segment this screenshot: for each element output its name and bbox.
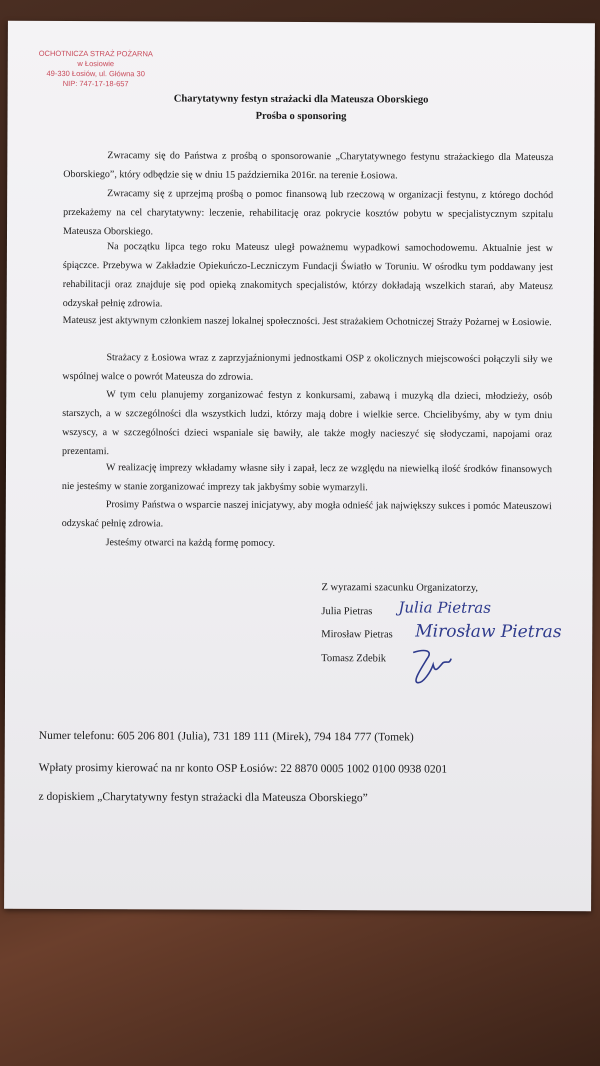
signer-name: Julia Pietras	[321, 606, 373, 618]
handwritten-signature: Julia Pietras	[398, 598, 492, 617]
paragraph: Na początku lipca tego roku Mateusz uległ poważnemu wypadkowi samochodowemu. Aktualnie jest w śpiączce. Przebywa w Zakładzie Opiekuńczo-Leczniczym Fundacji Światło w Toruniu. W ośrodku tym poddawany jest rehabilitacji oraz znajduje się pod opieką znakomitych specjalistów, którzy dokładają wszelkich starań, aby Mateusz odzyskał pełnię zdrowia.	[62, 241, 553, 310]
stamp-line: OCHOTNICZA STRAŻ POŻARNA	[38, 48, 153, 59]
paragraph: Jesteśmy otwarci na każdą formę pomocy.	[105, 537, 275, 549]
signer-name: Tomasz Zdebik	[321, 653, 387, 665]
paragraph: Strażacy z Łosiowa wraz z zaprzyjaźnionymi jednostkami OSP z okolicznych miejscowości połączyli siły we wspólnej walce o powrót Mateusza do zdrowia.	[62, 352, 553, 383]
signer-name: Mirosław Pietras	[321, 629, 393, 641]
closing-line: Z wyrazami szacunku Organizatorzy,	[321, 582, 479, 594]
letter-page	[4, 21, 595, 912]
document-subtitle: Prośba o sponsoring	[255, 110, 347, 123]
document-title: Charytatywny festyn strażacki dla Mateusza Oborskiego	[173, 93, 429, 106]
account-line: Wpłaty prosimy kierować na nr konto OSP Łosiów: 22 8870 0005 1002 0100 0938 0201	[38, 761, 448, 776]
transfer-note-line: z dopiskiem „Charytatywny festyn strażacki dla Mateusza Oborskiego”	[38, 790, 368, 805]
stamp-line: 49-330 Łosiów, ul. Główna 30	[46, 68, 145, 79]
organization-stamp	[36, 49, 156, 90]
stamp-line: w Łosiowie	[77, 59, 115, 69]
stamp-line: NIP: 747-17-18-657	[62, 78, 129, 89]
handwritten-signature: Mirosław Pietras	[415, 621, 562, 643]
paragraph: Zwracamy się z uprzejmą prośbą o pomoc finansową lub rzeczową w organizacji festynu, z którego dochód przekażemy na cel charytatywny: leczenie, rehabilitację oraz pokrycie kosztów pobytu w specjalistycznym szpitalu Mateusza Oborskiego.	[62, 188, 554, 238]
paragraph: Mateusz jest aktywnym członkiem naszej lokalnej społeczności. Jest strażakiem Ochotniczej Straży Pożarnej w Łosiowie.	[62, 314, 552, 329]
paragraph: Prosimy Państwa o wsparcie naszej inicjatywy, aby mogła odnieść jak największy sukces i pomóc Mateuszowi odzyskać pełnię zdrowia.	[61, 499, 552, 530]
paragraph: Zwracamy się do Państwa z prośbą o sponsorowanie „Charytatywnego festynu strażackiego dla Mateusza Oborskiego”, który odbędzie się w dniu 15 października 2016r. na terenie Łosiowa.	[63, 150, 554, 182]
signature-scribble-icon	[403, 644, 455, 688]
paragraph: W tym celu planujemy zorganizować festyn z konkursami, zabawą i muzyką dla dzieci, młodzieży, osób starszych, a w szczególności dla wszystkich ludzi, którzy mają dobre i wielkie serce. Chcielibyśmy, aby w tym dniu wszyscy, a w szczególności dzieci wspaniale się bawiły, ale także mogły nacieszyć się słodyczami, napojami oraz prezentami.	[62, 389, 553, 458]
phone-line: Numer telefonu: 605 206 801 (Julia), 731 189 111 (Mirek), 794 184 777 (Tomek)	[38, 729, 414, 744]
paragraph: W realizację imprezy wkładamy własne siły i zapał, lecz ze względu na niewielką ilość środków finansowych nie jesteśmy w stanie zorganizować imprezy tak jakbyśmy sobie wymarzyli.	[61, 462, 553, 494]
